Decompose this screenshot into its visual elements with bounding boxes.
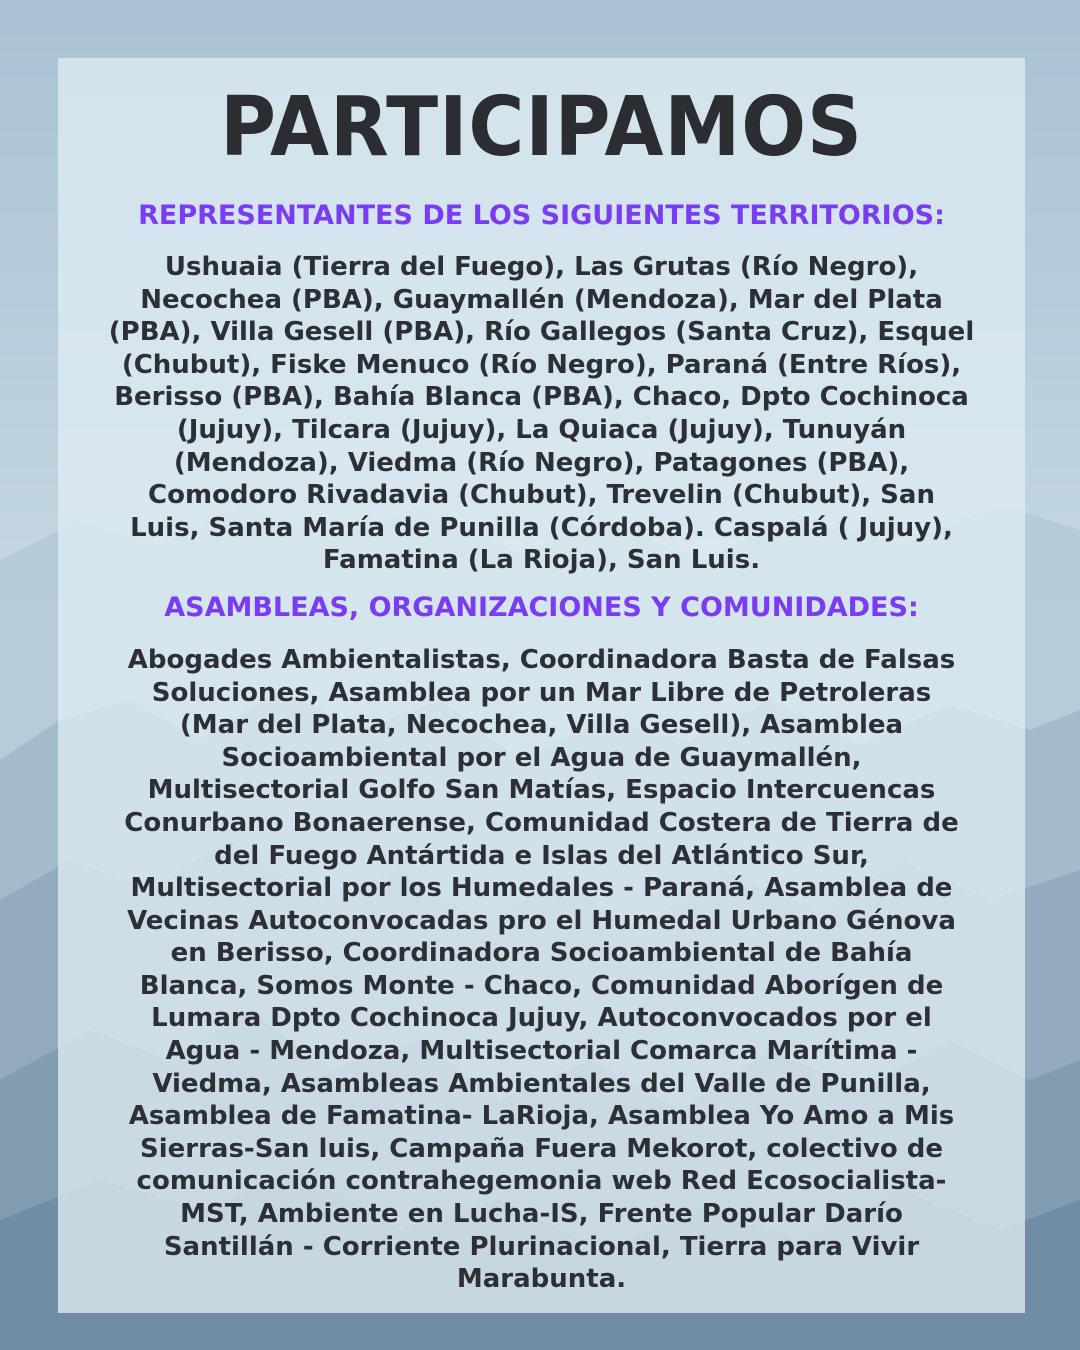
organizaciones-line: (Mar del Plata, Necochea, Villa Gesell), Asamblea [179,710,904,741]
territorios-line: Ushuaia (Tierra del Fuego), Las Grutas (Río Negro), [164,252,919,282]
territorios-line: (PBA), Villa Gesell (PBA), Río Gallegos (Santa Cruz), Esquel [108,317,975,348]
territorios-line: Berisso (PBA), Bahía Blanca (PBA), Chaco, Dpto Cochinoca [114,382,969,413]
organizaciones-line: Soluciones, Asamblea por un Mar Libre de Petroleras [151,677,932,708]
organizaciones-line: Vecinas Autoconvocadas pro el Humedal Urbano Génova [127,905,956,936]
territorios-heading: REPRESENTANTES DE LOS SIGUIENTES TERRITORIOS: [138,200,945,231]
organizaciones-line: en Berisso, Coordinadora Socioambiental de Bahía [170,938,913,969]
organizaciones-line: Santillán - Corriente Plurinacional, Tierra para Vivir [163,1231,920,1262]
organizaciones-line: Abogades Ambientalistas, Coordinadora Basta de Falsas [127,644,956,675]
organizaciones-line: MST, Ambiente en Lucha-IS, Frente Popular Darío [180,1199,903,1230]
organizaciones-line: Lumara Dpto Cochinoca Jujuy, Autoconvocados por el [151,1003,932,1034]
territorios-list [58,251,1025,577]
organizaciones-line: Sierras-San luis, Campaña Fuera Mekorot, colectivo de [140,1133,943,1164]
organizaciones-line: del Fuego Antártida e Islas del Atlántico Sur, [214,840,869,871]
territorios-line: Necochea (PBA), Guaymallén (Mendoza), Mar del Plata [140,284,943,315]
organizaciones-line: Viedma, Asambleas Ambientales del Valle de Punilla, [152,1068,931,1099]
territorios-line: (Chubut), Fiske Menuco (Río Negro), Paraná (Entre Ríos), [121,349,962,380]
territorios-line: Famatina (La Rioja), San Luis. [322,545,761,576]
page-title: PARTICIPAMOS [220,80,863,175]
territorios-line: Comodoro Rivadavia (Chubut), Trevelin (Chubut), San [148,480,935,511]
organizaciones-line: Asamblea de Famatina- LaRioja, Asamblea Yo Amo a Mis [128,1101,955,1132]
organizaciones-line: Marabunta. [456,1264,627,1295]
organizaciones-line: Blanca, Somos Monte - Chaco, Comunidad Aborígen de [139,970,944,1001]
territorios-line: (Mendoza), Viedma (Río Negro), Patagones (PBA), [173,447,910,478]
organizaciones-line: Multisectorial Golfo San Matías, Espacio Intercuencas [147,775,936,806]
content [58,58,1025,1296]
organizaciones-line: Agua - Mendoza, Multisectorial Comarca Marítima - [165,1036,918,1067]
organizaciones-line: Socioambiental por el Agua de Guaymallén, [221,742,862,773]
organizaciones-heading: ASAMBLEAS, ORGANIZACIONES Y COMUNIDADES: [164,591,919,623]
organizaciones-line: comunicación contrahegemonia web Red Ecosocialista- [136,1166,947,1197]
territorios-line: (Jujuy), Tilcara (Jujuy), La Quiaca (Jujuy), Tunuyán [176,414,907,445]
territorios-line: Luis, Santa María de Punilla (Córdoba). Caspalá ( Jujuy), [130,512,953,543]
organizaciones-list [58,644,1025,1296]
organizaciones-line: Multisectorial por los Humedales - Paraná, Asamblea de [130,873,953,904]
organizaciones-line: Conurbano Bonaerense, Comunidad Costera de Tierra de [124,807,959,838]
